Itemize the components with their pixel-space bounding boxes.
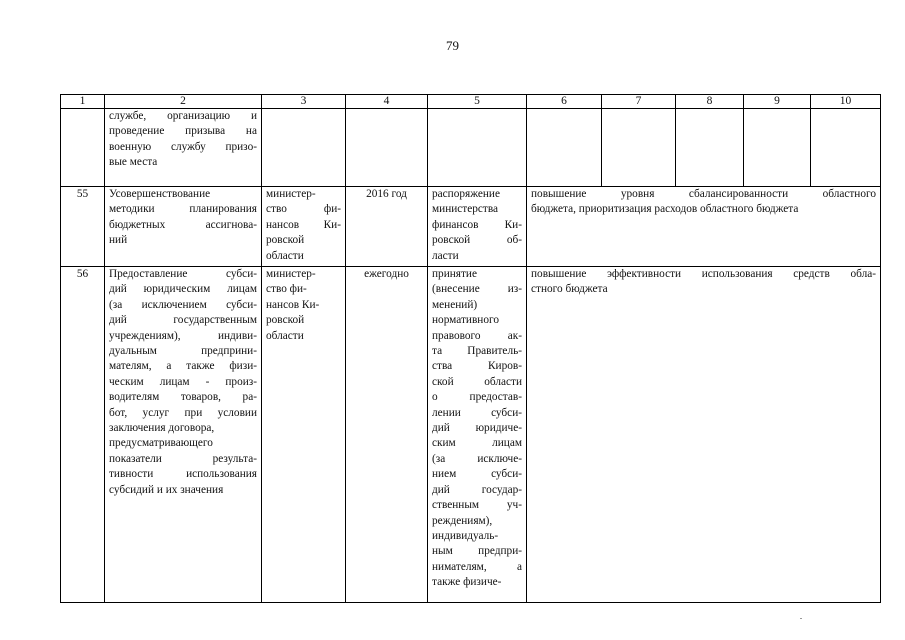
text-line: финансов Ки- — [432, 218, 522, 231]
result-cell-8 — [676, 109, 744, 187]
text-line: министер- — [266, 268, 316, 280]
row-number: 55 — [61, 187, 105, 267]
text-line: ровской — [266, 234, 305, 247]
column-number-header — [61, 95, 881, 109]
responsible-cell — [262, 109, 346, 187]
text-line: вые места — [109, 156, 158, 169]
text-line: ровской об- — [432, 234, 522, 247]
scan-speck — [800, 618, 802, 619]
header-col-9: 9 — [744, 95, 811, 109]
page-number: 79 — [446, 38, 459, 53]
text-line: ство фи- — [266, 283, 307, 296]
text-line: реждениям), — [432, 514, 493, 527]
responsible-cell — [262, 187, 346, 267]
text-line: показатели результа- — [109, 452, 257, 465]
text-line: ским лицам — [432, 437, 522, 450]
text-line: о предостав- — [432, 391, 522, 404]
deadline-cell: ежегодно — [346, 267, 428, 603]
text-line: нием субси- — [432, 468, 522, 481]
text-line: ласти — [432, 249, 459, 262]
responsible-cell — [262, 267, 346, 603]
activity-cell — [105, 109, 262, 187]
text-line: ным предпри- — [432, 545, 522, 558]
result-cell-10 — [811, 109, 881, 187]
header-col-3: 3 — [262, 95, 346, 109]
text-line: военную службу призо- — [109, 140, 257, 153]
text-line: принятие — [432, 268, 477, 280]
text-line: дий государ- — [432, 483, 522, 496]
header-col-8: 8 — [676, 95, 744, 109]
text-line: области — [266, 329, 304, 342]
text-line: ство фи- — [266, 203, 341, 216]
text-line: дий государственным — [109, 314, 257, 327]
header-col-4: 4 — [346, 95, 428, 109]
text-line: правового ак- — [432, 329, 522, 342]
text-line: нансов Ки- — [266, 298, 320, 311]
deadline-cell: 2016 год — [346, 187, 428, 267]
deadline-cell — [346, 109, 428, 187]
text-line: мателям, а также физи- — [109, 360, 257, 373]
text-line: дий юридическим лицам — [109, 283, 257, 296]
expected-result-cell — [527, 267, 881, 603]
text-line: (внесение из- — [432, 283, 522, 296]
text-line: нормативного — [432, 314, 499, 327]
text-line: лении субси- — [432, 406, 522, 419]
text-line: индивидуаль- — [432, 529, 499, 542]
result-cell-7 — [602, 109, 676, 187]
text-line: Усовершенствование — [109, 188, 211, 200]
document-cell — [428, 187, 527, 267]
row-number: 56 — [61, 267, 105, 603]
text-line: бюджетных ассигнова- — [109, 218, 257, 231]
header-col-2: 2 — [105, 95, 262, 109]
text-line: области — [266, 249, 304, 262]
text-line: учреждениям), индиви- — [109, 329, 257, 342]
text-line: ний — [109, 234, 128, 247]
text-line: менений) — [432, 298, 478, 311]
document-cell — [428, 267, 527, 603]
text-line: Предоставление субси- — [109, 268, 257, 280]
activity-cell — [105, 267, 262, 603]
text-line: субсидий и их значения — [109, 483, 224, 496]
header-col-10: 10 — [811, 95, 881, 109]
table-row-55 — [61, 187, 881, 267]
text-line: ской области — [432, 375, 522, 388]
text-line: дуальным предприни- — [109, 345, 257, 358]
document-cell — [428, 109, 527, 187]
text-line: также физиче- — [432, 576, 502, 589]
text-line: нансов Ки- — [266, 218, 341, 231]
activities-table — [60, 94, 881, 603]
text-line: повышение уровня сбалансированности областного — [531, 188, 876, 200]
text-line: методики планирования — [109, 203, 257, 216]
text-line: нимателям, а — [432, 560, 522, 573]
text-line: заключения договора, — [109, 422, 215, 435]
text-line: та Правитель- — [432, 345, 522, 358]
header-col-5: 5 — [428, 95, 527, 109]
table-row-continuation — [61, 109, 881, 187]
text-line: (за исключением субси- — [109, 298, 257, 311]
text-line: стного бюджета — [531, 283, 608, 296]
row-number — [61, 109, 105, 187]
text-line: службе, организацию и — [109, 110, 257, 122]
result-cell-9 — [744, 109, 811, 187]
text-line: ровской — [266, 314, 305, 327]
expected-result-cell — [527, 187, 881, 267]
text-line: бот, услуг при условии — [109, 406, 257, 419]
text-line: предусматривающего — [109, 437, 213, 450]
header-col-7: 7 — [602, 95, 676, 109]
text-line: дий юридиче- — [432, 422, 522, 435]
text-line: министерства — [432, 203, 499, 216]
text-line: ства Киров- — [432, 360, 522, 373]
text-line: (за исключе- — [432, 452, 522, 465]
text-line: ческим лицам - произ- — [109, 375, 257, 388]
text-line: проведение призыва на — [109, 125, 257, 138]
table-row-56 — [61, 267, 881, 603]
activity-cell — [105, 187, 262, 267]
result-cell-6 — [527, 109, 602, 187]
text-line: водителям товаров, ра- — [109, 391, 257, 404]
text-line: распоряжение — [432, 188, 500, 200]
header-col-6: 6 — [527, 95, 602, 109]
text-line: тивности использования — [109, 468, 257, 481]
text-line: повышение эффективности использования средств обла- — [531, 268, 876, 280]
text-line: ственным уч- — [432, 499, 522, 512]
text-line: бюджета, приоритизация расходов областного бюджета — [531, 203, 799, 216]
text-line: министер- — [266, 188, 316, 200]
header-col-1: 1 — [61, 95, 105, 109]
